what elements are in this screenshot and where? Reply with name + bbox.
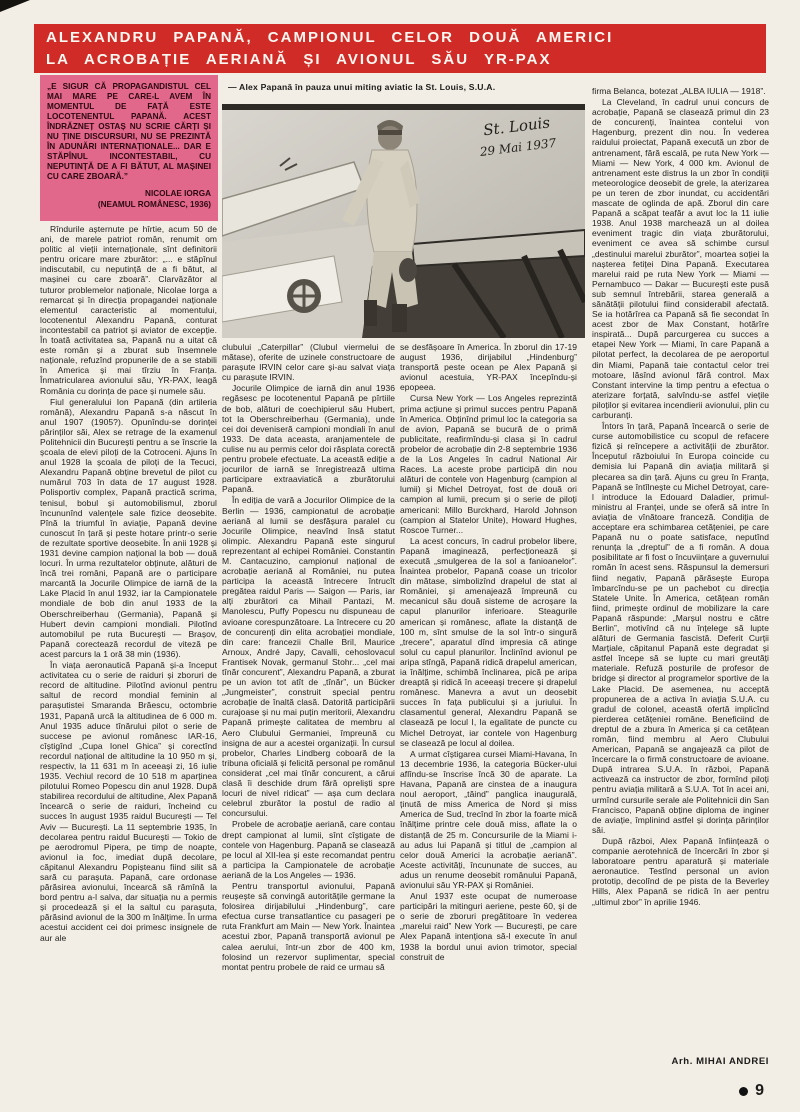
paragraph: clubului „Caterpillar” (Clubul viermelui de mătase), oferite de uzinele constructoare de parașute IRVIN celor care și-au salvat viața cu parașute IRVIN. <box>222 342 395 383</box>
quote-attribution-source: (NEAMUL ROMÂNESC, 1936) <box>97 199 211 209</box>
svg-text:29 Mai 1937: 29 Mai 1937 <box>479 135 557 159</box>
headline-line1: ALEXANDRU PAPANĂ, CAMPIONUL CELOR DOUĂ AMERICI <box>46 29 614 46</box>
photo-caption: — Alex Papană în pauza unui miting aviatic la St. Louis, S.U.A. <box>228 82 496 92</box>
paragraph: Probele de acrobație aeriană, care contau drept campionat al lumii, sînt cîștigate de contele von Hagenburg. Papană se clasează pe locul al XII-lea și este recomandat pentru a participa la Campionatele de acrobație aeriană de la Los Angeles — 1936. <box>222 819 395 880</box>
paragraph: Fiul generalului Ion Papană (din artileria română), Alexandru Papană s-a născut în anul 1907 (1905?). Opunîndu-se dorinței părinților săi, Alex se retrage de la examenul Politehnicii din București pentru a se înscrie la școala de elevi piloți de la Cotroceni. Ajuns în anul 1928 la școala de piloți de la Tecuci, Alexandru Papană obține brevetul de pilot cu numărul 703 în data de 17 august 1928. Polisportiv complex, Papană practică scrima, tenisul, bobul și automobilismul, zborul încununînd valențele sale fizice deosebite. Pînă la triumful în aviație, Papană devine cunoscut în țară și peste hotare printr-o serie de rezultate sportive deosebite. În anii 1928 și 1931 devine campion național la bob — două locuri. În urma rezultatelor obținute, alături de încă trei români, Papană are o participare marcantă la Jocurile Olimpice de iarnă de la Lake Placid în anul 1932, iar la Campionatele mondiale de bob din anul 1933 de la Oberschreiberhau (Germania), Papană și Hubert devin campioni mondiali. Pilotînd automobilul pe ruta București — Brașov, Papană corectează recordul de viteză pe acest parcurs la 1 oră 38 min (1936). <box>40 396 217 659</box>
paragraph: În viața aeronautică Papană și-a început activitatea cu o serie de raiduri și zboruri de record de altitudine. Pilotînd avionul pentru saltul de record mondial feminin al parașutistei Smaranda Brăescu, octombrie 1931, Papană urcă la altitudinea de 6 000 m. Anul 1935 aduce tînărului pilot o serie de succese pe avionul românesc IAR-16, cîștigînd „Cupa Ionel Ghica” și corectînd recordul național de altitudine la 10 950 m și, respectiv, la 11 631 m în aceeași zi, 16 iulie 1935. Vechiul record de 10 518 m aparținea pilotului Romeo Popescu din anul 1928. După stabilirea recordului de altitudine, Alex Papană încearcă o serie de raiduri, încheind cu succes în august 1935 raidul București — Tel Aviv — București. La 11 septembrie 1935, în decolarea pentru raidul București — Tokio de pe aerodromul Pipera, pe timp de noapte, avionul ia foc, imediat după decolare, căpitanul Alexandru Popișteanu fiind silit să sară cu parașuta. Papană, care ordonase părăsirea avionului, încearcă să rămînă la bord pentru a-l salva, dar situația nu a permis și procedează și el la saltul cu parașuta, părăsind avionul de la 300 m înălțime. În urma acestui accident cei doi primesc insignele de aur ale <box>40 660 217 943</box>
paragraph: A urmat cîștigarea cursei Miami-Havana, în 13 decembrie 1936, la categoria Bücker-ului aflîndu-se înscrise încă 30 de aparate. La Havana, Papană are cinstea de a inaugura noul aeroport, „tăind” panglica inaugurală, ținută de miss America de Nord și miss America de Sud, trecînd în zbor la foarte mică înălțime printre cele două miss, aflate la o distanță de 25 m. Concursurile de la Miami i-au adus lui Papană și titlul de „campion al celor două Americi la acrobație aeriană”. Aceste activități, încununate de succes, au adus un renume deosebit românului Papană, avionului său YR-PAX și României. <box>400 748 577 890</box>
svg-text:St. Louis: St. Louis <box>482 113 551 140</box>
text-column-1 <box>40 224 217 1058</box>
page-number-bullet <box>739 1087 748 1096</box>
paragraph: Rîndurile așternute pe hîrtie, acum 50 de ani, de marele patriot român, renumit om politic al vieții internaționale, sînt definitorii pentru oricare mare zburător: „... e stăpînul indiscutabil, cu neputință de a fi bătut, al mașinei cu care zboară”. Clarvăzător al tuturor problemelor naționale, Nicolae Iorga a remarcat și în direcția propagandei naționale elementul caracteristic al momentului, locotenentul Alexandru Papană, conturat incontestabil ca patriot și aviator de excepție. În toată activitatea sa, Papană nu a uitat că este român și a zburat sub însemnele naționale, refuzînd propunerile de a se stabili în America și mai tîrziu în Franța. Înmatricularea avionului său, YR-PAX, leagă România cu dorința de pace și numele său. <box>40 224 217 396</box>
paragraph: La Cleveland, în cadrul unui concurs de acrobație, Papană se clasează primul din 23 de concurenți, înaintea contelui von Hagenburg, prezent din nou. În vederea raidului proiectat, Papană execută un zbor de antrenament, fără escală, pe ruta New York — Miami — New York, 4 000 km. Avionul de antrenament este distrus la un zbor în condiții meteorologice deosebit de grele, la aterizarea pe un teren de zbor inundat, cu accidentări mascate de oglinda de apă. Zborul din care Papană a scăpat teafăr a avut loc la 11 iulie 1938. Anul 1938 marchează un al doilea eveniment tragic din viața zburătorului, eveniment ce avea să schimbe cursul „destinului marelui zburător”, moartea soției la nașterea fetiței Dina Papană. Executarea marelui raid pe ruta New York — Miami — Pernambuco — Dakar — București este pusă sub semnul întrebării, starea generală a sănătății pilotului fiind considerabil afectată. Se ia hotărîrea ca Papană să fie secondat în acest zbor de Max Constant, hotărîre inspirată... După parcurgerea cu succes a etapei New York — Miami, în care Papană a pilotat perfect, la decolarea de pe aeroportul din Miami, Papană taie contactul celor trei motoare, lăsînd avionul fără control. Max Constant intervine la timp pentru a efectua o aterizare forțată, salvîndu-se astfel viețile piloților și evitarea incendierii avionului, plin cu carburanți. <box>592 97 769 420</box>
paragraph: se desfășoare în America. În zborul din 17-19 august 1936, dirijabilul „Hindenburg” transportă peste ocean pe Alex Papană și avionul acestuia, YR-PAX începîndu-și epopeea. <box>400 342 577 393</box>
quote-box <box>40 75 218 221</box>
text-column-2 <box>222 342 395 1050</box>
page-headline <box>34 24 766 73</box>
paragraph: După război, Alex Papană înființează o companie aerotehnică de încercări în zbor și laboratoare pentru aparatură și materiale aeronautice. Testînd personal un avion prototip, decolînd de pe pista de la Beverley Hills, Alex Papană se ridică în aer pentru „ultimul zbor” în aprilie 1946. <box>592 835 769 907</box>
paragraph: Cursa New York — Los Angeles reprezintă prima acțiune și primul succes pentru Papană în America. Obținînd primul loc la categoria sa de avion, Papană se bucură de o primă publicitate, reafirmîndu-și clasa și în cadrul probelor de acrobație din 2-8 septembrie 1936 de la Los Angeles în cadrul National Air Races. La aceste probe participă din nou alături de contele von Hagenburg (campion al lumii) și Michel Detroyat, fost de două ori campion al lumii, precum și o serie de piloți americani: Millo Burckhard, Harold Johnson (campion al Statelor Unite), Howard Hughes, Roscoe Turner... <box>400 393 577 535</box>
paragraph: Anul 1937 este ocupat de numeroase participări la mitinguri aeriene, peste 60, și de o serie de zboruri pregătitoare în vederea „marelui raid” New York — București, pe care Alex Papană intenționa să-l execute în anul 1938 la bordul unui avion trimotor, special construit de <box>400 891 577 962</box>
photo-illustration <box>222 104 585 338</box>
paragraph: Pentru transportul avionului, Papană reușește să convingă autoritățile germane la folosirea dirijabilului „Hindenburg”, care efectua curse transatlantice cu pasageri pe ruta Frankfurt am Main — New York. Înaintea acestui zbor, Papană transportă avionul pe calea aerului, într-un zbor de 400 km, folosind un rezervor suplimentar, special montat pentru probele de raid ce urmau să <box>222 880 395 972</box>
photo-alex-papana <box>222 104 585 338</box>
paragraph: Întors în țară, Papană încearcă o serie de curse automobilistice cu scopul de refacere fizică și reîncepere a activității de zburător. Începutul războiului în Europa coincide cu demisia lui Papană din aviația militară și plecarea sa din țară. Ajuns cu greu în Franța, Papană se întîlnește cu Michel Detroyat, care-l introduce la Edouard Daladier, primul-ministru al Franței, unde se oferă să intre în aviația de vînătoare franceză. Condiția de acceptare era schimbarea cetățeniei, pe care Papană nu o poate satisface, neputînd renunța la „dreptul” de a fi român. A doua posibilitate ar fi fost o încuviințare a guvernului român în acest sens. Răspunsul la demersuri fiind negativ, Papană părăsește Europa îmbarcîndu-se pe un pachebot cu direcția Statele Unite. În America, cetățean român fiind, primește ordinul de mobilizare la care Papană răspunde: „Marșul nostru e către Berlin”, motivînd că nu înțelege să lupte alături de Germania fascistă. Deferit Curții Marțiale, căpitanul Papană este degradat și astfel începe să se lupte cu mari greutăți materiale. Refuză posturile de profesor de bridge și director al programelor sportive de la Lake Placid. De asemenea, nu acceptă propunerea de a activa în aviația S.U.A. cu gradul de colonel, această ofertă implicînd pierderea cetățeniei române. Beneficiind de dreptul de a zbura în America și ca cetățean român, fiind membru al Aero Clubului American, Papană se angajează ca pilot de încercare la o firmă constructoare de avioane. După intrarea S.U.A. în război, Papană activează ca instructor de zbor, formînd piloți pentru aviația militară a S.U.A. Tot în acei ani, urmînd cursurile serale ale Politehnicii din San Francisco, Papană obține diploma de inginer de aviație, împlinind astfel și dorința părinților săi. <box>592 421 769 835</box>
author-credit: Arh. MIHAI ANDREI <box>671 1056 769 1067</box>
text-column-3 <box>400 342 577 1052</box>
headline-line2: LA ACROBAȚIE AERIANĂ ȘI AVIONUL SĂU YR-PAX <box>46 51 552 68</box>
text-column-4 <box>592 86 769 1052</box>
quote-attribution-name: NICOLAE IORGA <box>145 189 211 198</box>
paragraph: firma Belanca, botezat „ALBA IULIA — 1918”. <box>592 86 766 96</box>
paragraph: Jocurile Olimpice de iarnă din anul 1936 regăsesc pe locotenentul Papană pe pîrtiile de bob, alături de coechipierul său Hubert, tot la Oberschreiberhau (Germania), unde cei doi deveniseră campioni mondiali în anul 1933. De data aceasta, aranjamentele de culise nu au permis celor doi răsplata corectă pentru probele efectuate. La această ediție a jocurilor de iarnă se înregistrează ultima participare extraaviatică a zburătorului Papană. <box>222 383 395 495</box>
photo-top-edge <box>222 104 585 110</box>
paragraph: În ediția de vară a Jocurilor Olimpice de la Berlin — 1936, campionatul de acrobație aeriană al lumii se desfășura paralel cu Jocurile Olimpice, neavînd însă statut olimpic. Alexandru Papană este singurul reprezentant al echipei României. Constantin M. Cantacuzino, campionul național de acrobație aeriană al României, nu putea participa la această întrecere întrucît pregătea raidul Paris — Saigon — Paris, iar alți zburători ca Mihail Pantazi, M. Manolescu, Puffy Popescu nu dispuneau de avioane corespunzătoare. La întrecere cu 20 de concurenți din elita acrobației mondiale, din care: francezii Challe Bril, Maurice Arnoux, André Japy, Cavalli, cehoslovacul Frantisek Novak, germanul Stohr... „cel mai tînăr concurent”, Alexandru Papană, a zburat pe un avion tot atît de „tînăr”, un Bücker „Jungmeister”, construit special pentru acrobație de înaltă clasă. Datorită participării curajoase și nu mai puțin meritorii, Alexandru Papană primește calitatea de membru al Aero Clubului Germaniei, împreună cu insigna de aur a acestei organizații. În cursul probelor, Charles Lindberg coboară de la tribuna oficială și felicită personal pe românul considerat „cel mai tînăr concurent, a cărui clasă îi deschide drum fără opreliști spre locuri de nivel ridicat” — așa cum declara celebrul zburător la postul de radio al concursului. <box>222 495 395 819</box>
scan-corner-artifact <box>0 0 30 12</box>
page-number <box>739 1082 764 1100</box>
quote-text: „E SIGUR CĂ PROPAGANDISTUL CEL MAI MARE PE CARE-L AVEM ÎN MOMENTUL DE FAȚĂ ESTE LOCOTENENTUL PAPANĂ. ACEST ÎNDRĂZNEȚ OSTAȘ NU SCRIE CĂRȚI ȘI NU ȚINE DISCURSURI, NU SE PREZINTĂ ÎN ADUNĂRI INTERNAȚIONALE... DAR E STĂPÎNUL INCONTESTABIL, CU NEPUTINȚĂ DE A FI BĂTUT, AL MAȘINEI CU CARE ZBOARĂ.” <box>47 82 211 181</box>
paragraph: La acest concurs, în cadrul probelor libere, Papană imaginează, perfecționează și execută „smulgerea de la sol a fanioanelor”. Înaintea probelor, Papană coase un tricolor din mătase, simbolizînd drapelul de stat al României, și amenajează împreună cu mecanicul său două sisteme de acroșare la capul planurilor inferioare. Steagurile american și românesc, aflate la distanță de 100 m, sînt smulse de la sol într-o singură „trecere”, aparatul dînd impresia că atinge solul cu capul planurilor. Înclinînd avionul pe aripa stîngă, Papană ridică drapelul american, ia înălțime, schimbă înclinarea, pică pe aripa dreaptă și ridică în aceeași trecere și drapelul românesc. Manevra a avut un deosebit succes în fața publicului și a juriului. În clasamentul general, Alexandru Papană se clasează pe locul I, la egalitate de puncte cu Michel Detroyat, iar contele von Hagenburg se clasează pe locul al doilea. <box>400 535 577 748</box>
page-number-value: 9 <box>755 1082 764 1099</box>
